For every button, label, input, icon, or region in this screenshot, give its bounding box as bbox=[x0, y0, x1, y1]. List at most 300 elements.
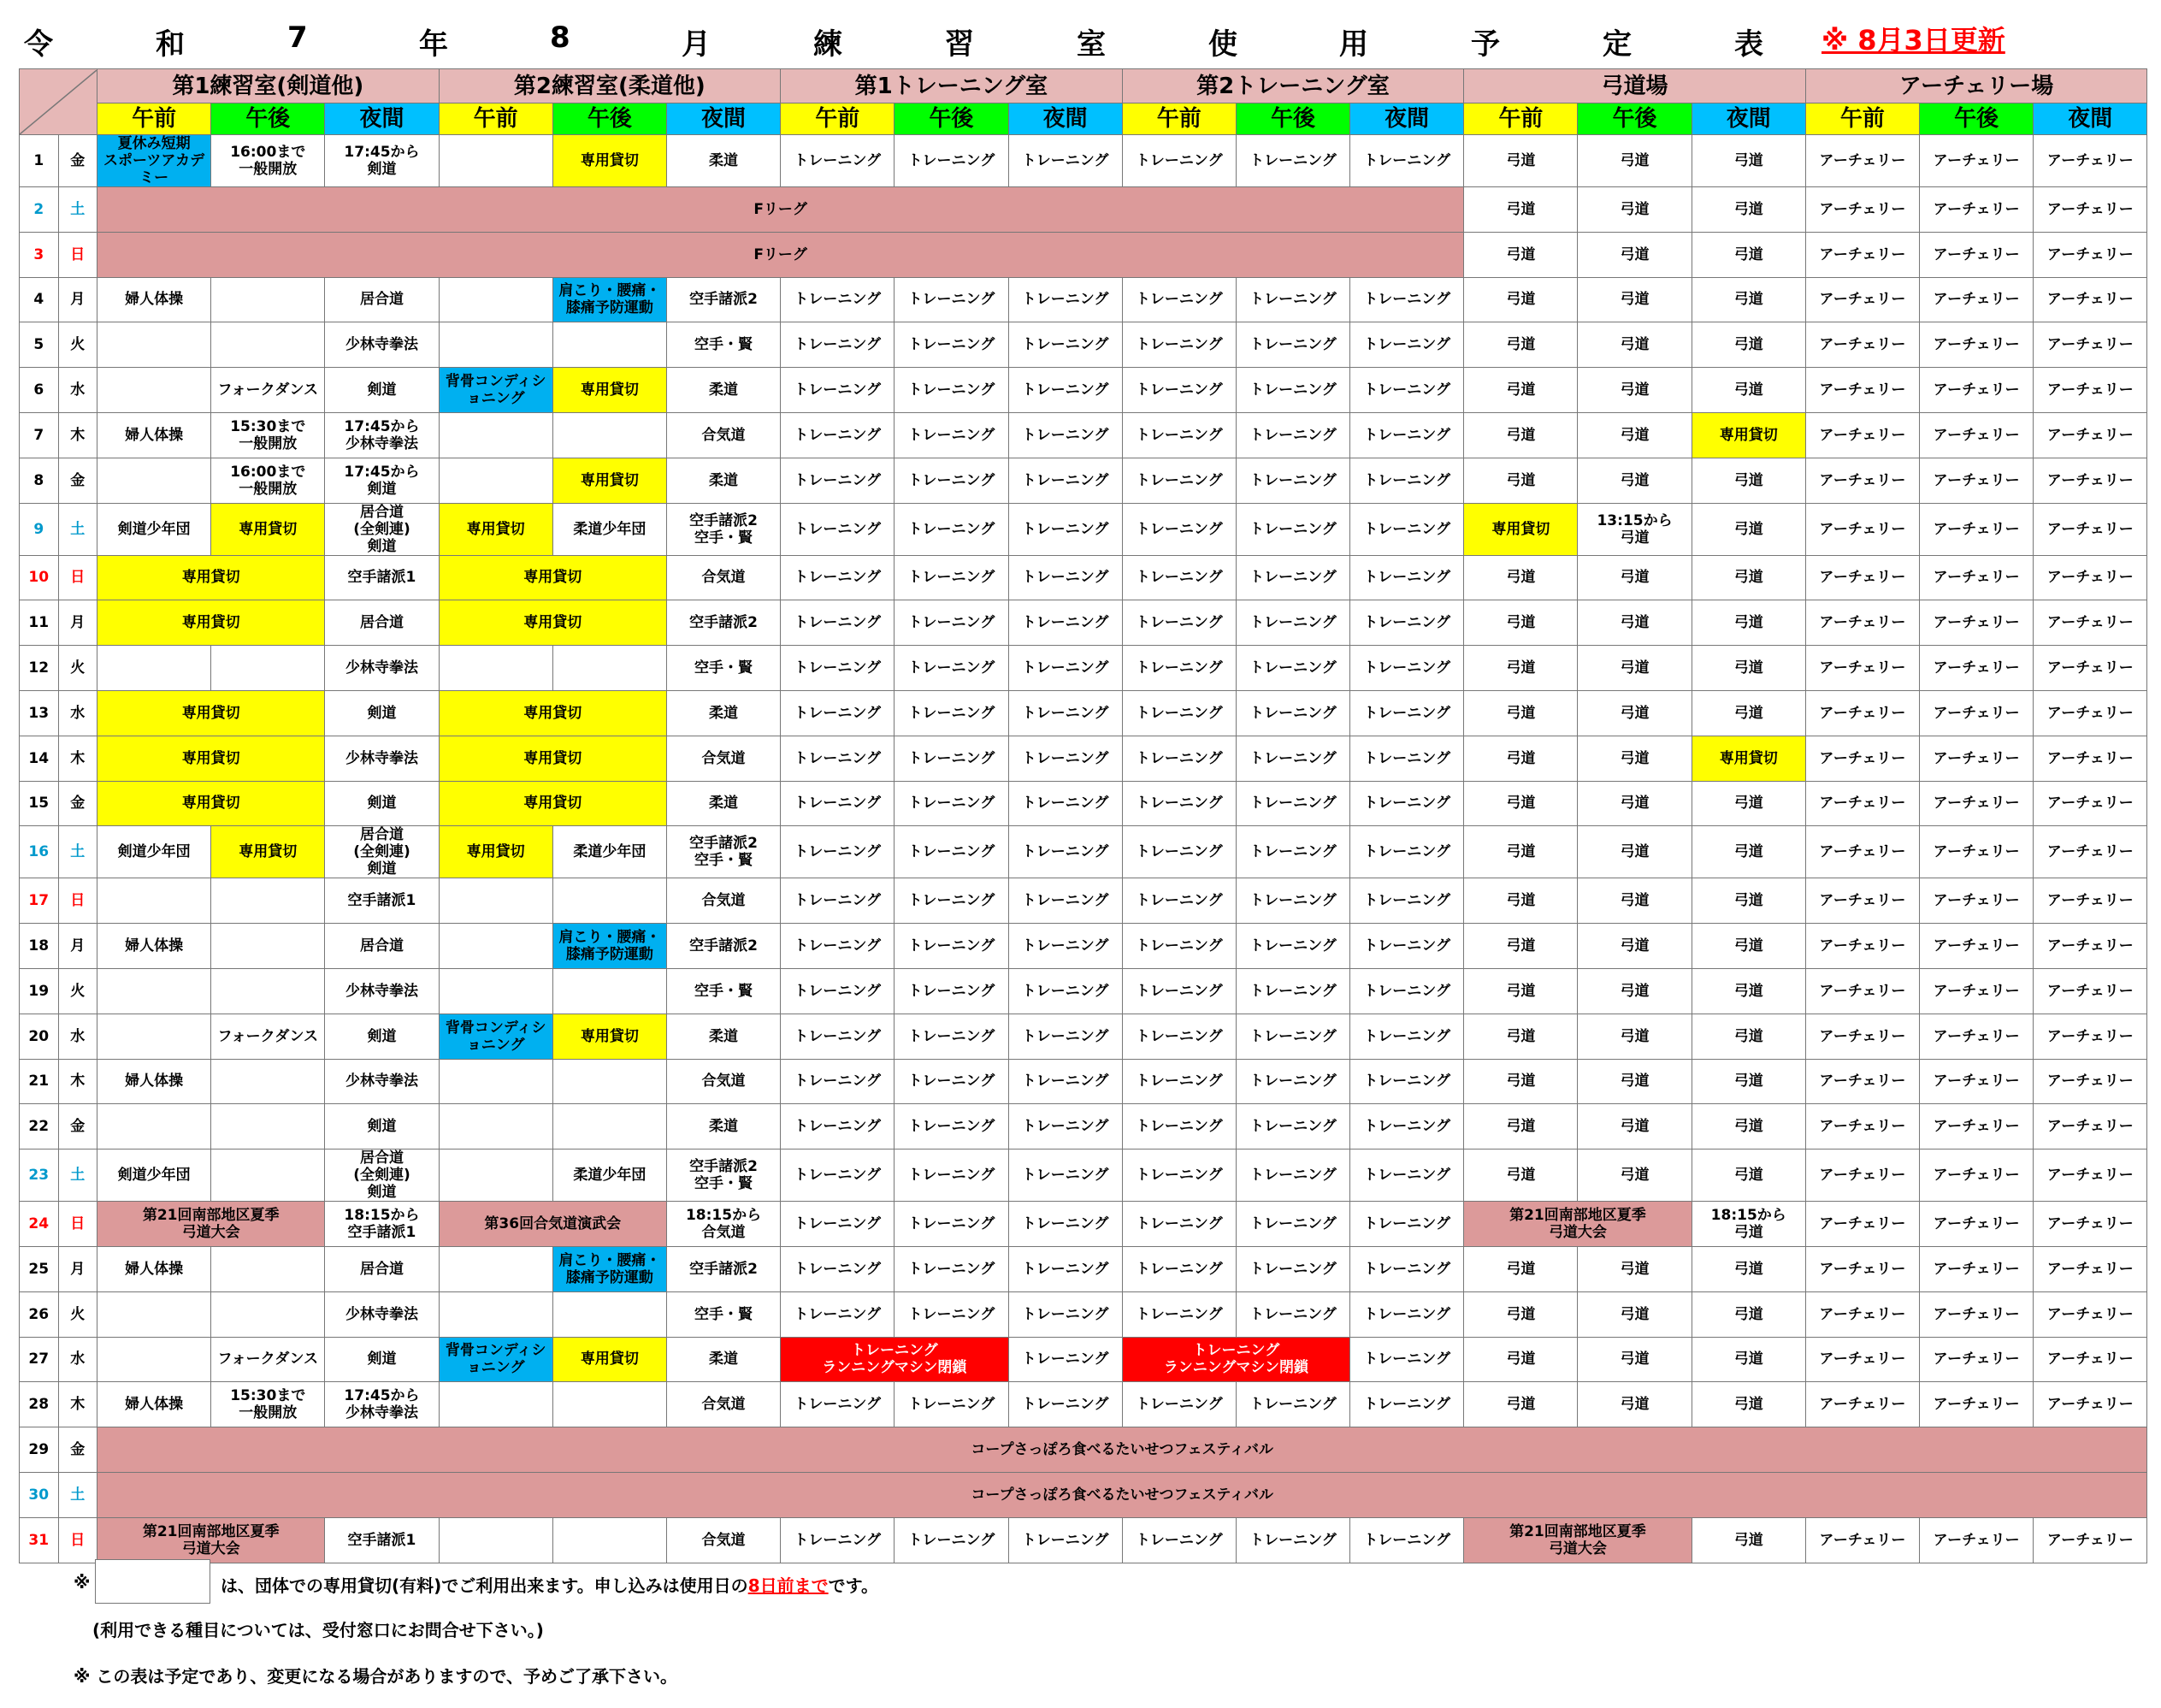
schedule-cell: 17:45から 少林寺拳法 bbox=[325, 412, 439, 458]
day-cell: 1 bbox=[20, 135, 59, 187]
schedule-cell: トレーニング bbox=[781, 277, 895, 322]
schedule-cell: トレーニング bbox=[1008, 1291, 1122, 1337]
schedule-cell: 15:30まで 一般開放 bbox=[211, 1382, 325, 1427]
schedule-cell: コープさっぽろ食べるたいせつフェスティバル bbox=[97, 1472, 2147, 1517]
schedule-cell: アーチェリー bbox=[1805, 1246, 1919, 1291]
schedule-cell: トレーニング bbox=[1236, 826, 1349, 878]
schedule-cell: トレーニング bbox=[781, 1291, 895, 1337]
schedule-cell: アーチェリー bbox=[1805, 736, 1919, 781]
schedule-cell: アーチェリー bbox=[1920, 646, 2034, 691]
schedule-cell: トレーニング bbox=[1236, 277, 1349, 322]
legend-note-deadline: 8日前まで bbox=[747, 1575, 829, 1596]
day-cell: 12 bbox=[20, 646, 59, 691]
schedule-cell: 婦人体操 bbox=[97, 1382, 211, 1427]
schedule-cell: アーチェリー bbox=[2034, 412, 2147, 458]
day-cell: 3 bbox=[20, 232, 59, 277]
schedule-cell: 弓道 bbox=[1578, 690, 1692, 736]
empty-cell bbox=[552, 1291, 666, 1337]
period-header: 夜間 bbox=[2034, 103, 2147, 135]
schedule-cell: アーチェリー bbox=[1920, 135, 2034, 187]
schedule-cell: トレーニング bbox=[1008, 1382, 1122, 1427]
schedule-cell: アーチェリー bbox=[1805, 646, 1919, 691]
schedule-cell: トレーニング bbox=[1008, 412, 1122, 458]
schedule-cell: トレーニング bbox=[895, 135, 1008, 187]
table-row bbox=[20, 412, 2147, 458]
empty-cell bbox=[211, 1150, 325, 1202]
table-row bbox=[20, 503, 2147, 555]
schedule-cell: トレーニング bbox=[895, 600, 1008, 646]
weekday-cell: 月 bbox=[58, 277, 97, 322]
schedule-cell: 居合道 bbox=[325, 1246, 439, 1291]
period-header: 午前 bbox=[1805, 103, 1919, 135]
table-row bbox=[20, 187, 2147, 233]
schedule-cell: アーチェリー bbox=[1920, 555, 2034, 600]
schedule-cell: トレーニング bbox=[781, 412, 895, 458]
schedule-cell: 弓道 bbox=[1464, 1291, 1578, 1337]
schedule-cell: 少林寺拳法 bbox=[325, 968, 439, 1014]
schedule-cell: トレーニング bbox=[1236, 1104, 1349, 1150]
note-disclaimer: ※ この表は予定であり、変更になる場合がありますので、予めご了承下さい。 bbox=[74, 1666, 678, 1687]
schedule-cell: アーチェリー bbox=[2034, 135, 2147, 187]
empty-cell bbox=[97, 646, 211, 691]
schedule-cell: 弓道 bbox=[1464, 368, 1578, 413]
empty-cell bbox=[552, 646, 666, 691]
schedule-cell: トレーニング bbox=[1236, 1382, 1349, 1427]
schedule-cell: 居合道 bbox=[325, 600, 439, 646]
table-row bbox=[20, 1382, 2147, 1427]
corner-cell bbox=[20, 69, 97, 135]
day-cell: 25 bbox=[20, 1246, 59, 1291]
table-row bbox=[20, 277, 2147, 322]
weekday-cell: 金 bbox=[58, 458, 97, 503]
schedule-cell: トレーニング bbox=[1122, 781, 1236, 826]
schedule-cell: アーチェリー bbox=[1920, 503, 2034, 555]
schedule-cell: 肩こり・腰痛・膝痛予防運動 bbox=[552, 277, 666, 322]
schedule-cell: 居合道 (全剣連) 剣道 bbox=[325, 826, 439, 878]
schedule-cell: トレーニング bbox=[1008, 646, 1122, 691]
schedule-cell: 剣道 bbox=[325, 1337, 439, 1382]
schedule-cell: 弓道 bbox=[1578, 322, 1692, 368]
schedule-cell: 弓道 bbox=[1692, 1059, 1805, 1104]
schedule-cell: 弓道 bbox=[1464, 1246, 1578, 1291]
schedule-cell: トレーニング bbox=[781, 458, 895, 503]
note-inquiry: (利用できる種目については、受付窓口にお問合せ下さい。) bbox=[92, 1620, 544, 1640]
schedule-cell: アーチェリー bbox=[1805, 368, 1919, 413]
schedule-cell: トレーニング bbox=[1122, 968, 1236, 1014]
schedule-cell: トレーニング bbox=[1350, 135, 1464, 187]
period-header: 午後 bbox=[1578, 103, 1692, 135]
weekday-cell: 日 bbox=[58, 1202, 97, 1247]
table-row bbox=[20, 1202, 2147, 1247]
schedule-cell: トレーニング bbox=[781, 503, 895, 555]
schedule-cell: トレーニング bbox=[1122, 1246, 1236, 1291]
schedule-cell: トレーニング bbox=[1236, 924, 1349, 969]
schedule-cell: トレーニング bbox=[1350, 826, 1464, 878]
schedule-cell: トレーニング bbox=[781, 1246, 895, 1291]
title-char: 習 bbox=[945, 27, 974, 62]
empty-cell bbox=[439, 1059, 552, 1104]
schedule-cell: 弓道 bbox=[1692, 1382, 1805, 1427]
day-cell: 22 bbox=[20, 1104, 59, 1150]
period-header: 午後 bbox=[895, 103, 1008, 135]
schedule-cell: アーチェリー bbox=[1805, 600, 1919, 646]
schedule-cell: 専用貸切 bbox=[439, 555, 666, 600]
schedule-cell: 弓道 bbox=[1692, 322, 1805, 368]
schedule-cell: アーチェリー bbox=[1805, 968, 1919, 1014]
schedule-cell: トレーニング bbox=[781, 1014, 895, 1059]
schedule-cell: トレーニング bbox=[1350, 1291, 1464, 1337]
table-row bbox=[20, 1104, 2147, 1150]
schedule-cell: 専用貸切 bbox=[439, 826, 552, 878]
schedule-cell: アーチェリー bbox=[2034, 368, 2147, 413]
schedule-cell: アーチェリー bbox=[2034, 1337, 2147, 1382]
title-char: 7 bbox=[287, 21, 308, 55]
schedule-cell: 柔道 bbox=[666, 1337, 780, 1382]
schedule-cell: トレーニング bbox=[1122, 412, 1236, 458]
schedule-cell: アーチェリー bbox=[2034, 878, 2147, 924]
schedule-cell: 16:00まで 一般開放 bbox=[211, 458, 325, 503]
schedule-cell: トレーニング bbox=[1350, 1202, 1464, 1247]
schedule-cell: アーチェリー bbox=[2034, 1104, 2147, 1150]
schedule-cell: 弓道 bbox=[1578, 924, 1692, 969]
schedule-cell: トレーニング bbox=[1008, 600, 1122, 646]
empty-cell bbox=[211, 277, 325, 322]
schedule-cell: 居合道 bbox=[325, 277, 439, 322]
table-row bbox=[20, 1472, 2147, 1517]
schedule-cell: アーチェリー bbox=[2034, 503, 2147, 555]
schedule-cell: 弓道 bbox=[1464, 458, 1578, 503]
empty-cell bbox=[97, 878, 211, 924]
schedule-cell: 弓道 bbox=[1578, 736, 1692, 781]
schedule-cell: 弓道 bbox=[1578, 1382, 1692, 1427]
schedule-cell: トレーニング bbox=[895, 690, 1008, 736]
schedule-cell: 専用貸切 bbox=[552, 458, 666, 503]
schedule-cell: アーチェリー bbox=[1920, 826, 2034, 878]
schedule-cell: 弓道 bbox=[1464, 1150, 1578, 1202]
schedule-cell: トレーニング bbox=[1122, 878, 1236, 924]
schedule-cell: 空手諸派2 bbox=[666, 277, 780, 322]
period-header: 午前 bbox=[781, 103, 895, 135]
weekday-cell: 水 bbox=[58, 368, 97, 413]
schedule-cell: トレーニング bbox=[1008, 368, 1122, 413]
schedule-cell: アーチェリー bbox=[2034, 458, 2147, 503]
weekday-cell: 土 bbox=[58, 826, 97, 878]
schedule-cell: アーチェリー bbox=[1920, 322, 2034, 368]
empty-cell bbox=[439, 135, 552, 187]
schedule-cell: トレーニング bbox=[1350, 878, 1464, 924]
schedule-cell: トレーニング bbox=[895, 277, 1008, 322]
schedule-cell: アーチェリー bbox=[1805, 277, 1919, 322]
schedule-cell: トレーニング bbox=[1122, 646, 1236, 691]
schedule-cell: トレーニング bbox=[1122, 1150, 1236, 1202]
schedule-cell: トレーニング bbox=[1236, 1517, 1349, 1563]
weekday-cell: 火 bbox=[58, 646, 97, 691]
schedule-cell: トレーニング bbox=[895, 924, 1008, 969]
schedule-cell: 弓道 bbox=[1692, 555, 1805, 600]
schedule-cell: 婦人体操 bbox=[97, 1246, 211, 1291]
schedule-cell: 弓道 bbox=[1464, 135, 1578, 187]
weekday-cell: 火 bbox=[58, 322, 97, 368]
schedule-cell: アーチェリー bbox=[1920, 690, 2034, 736]
table-row bbox=[20, 1427, 2147, 1473]
schedule-cell: アーチェリー bbox=[2034, 646, 2147, 691]
schedule-cell: 弓道 bbox=[1692, 232, 1805, 277]
schedule-cell: 専用貸切 bbox=[439, 503, 552, 555]
schedule-cell: 合気道 bbox=[666, 878, 780, 924]
schedule-cell: 17:45から 剣道 bbox=[325, 458, 439, 503]
schedule-cell: トレーニング bbox=[1236, 736, 1349, 781]
empty-cell bbox=[439, 322, 552, 368]
schedule-cell: アーチェリー bbox=[1920, 1150, 2034, 1202]
schedule-cell: トレーニング bbox=[781, 1517, 895, 1563]
legend-note bbox=[221, 1572, 878, 1597]
schedule-cell: トレーニング bbox=[1008, 458, 1122, 503]
schedule-cell: 合気道 bbox=[666, 1517, 780, 1563]
table-row bbox=[20, 232, 2147, 277]
schedule-cell: アーチェリー bbox=[1805, 1517, 1919, 1563]
schedule-cell: アーチェリー bbox=[2034, 322, 2147, 368]
table-row bbox=[20, 781, 2147, 826]
schedule-cell: トレーニング bbox=[1236, 458, 1349, 503]
schedule-cell: 弓道 bbox=[1692, 968, 1805, 1014]
schedule-cell: 少林寺拳法 bbox=[325, 322, 439, 368]
schedule-cell: トレーニング bbox=[895, 412, 1008, 458]
schedule-cell: トレーニング bbox=[1236, 781, 1349, 826]
schedule-cell: 背骨コンディショニング bbox=[439, 1337, 552, 1382]
update-note: ※ 8月3日更新 bbox=[1821, 24, 2005, 56]
table-row bbox=[20, 968, 2147, 1014]
schedule-cell: トレーニング bbox=[1236, 1202, 1349, 1247]
schedule-cell: トレーニング bbox=[895, 968, 1008, 1014]
schedule-cell: トレーニング bbox=[1122, 1291, 1236, 1337]
schedule-cell: 専用貸切 bbox=[439, 690, 666, 736]
schedule-cell: トレーニング bbox=[1008, 878, 1122, 924]
schedule-cell: アーチェリー bbox=[1920, 277, 2034, 322]
schedule-cell: トレーニング bbox=[1350, 555, 1464, 600]
schedule-cell: トレーニング bbox=[1122, 924, 1236, 969]
title-char: 和 bbox=[156, 27, 185, 62]
schedule-cell: トレーニング bbox=[1122, 1202, 1236, 1247]
schedule-cell: アーチェリー bbox=[2034, 187, 2147, 233]
schedule-cell: アーチェリー bbox=[1920, 781, 2034, 826]
title-char: 令 bbox=[24, 27, 53, 62]
table-row bbox=[20, 135, 2147, 187]
schedule-cell: トレーニング bbox=[781, 1059, 895, 1104]
schedule-cell: 専用貸切 bbox=[97, 690, 325, 736]
schedule-cell: 夏休み短期 スポーツアカデミー bbox=[97, 135, 211, 187]
day-cell: 15 bbox=[20, 781, 59, 826]
schedule-cell: トレーニング bbox=[1008, 736, 1122, 781]
period-header: 夜間 bbox=[1350, 103, 1464, 135]
schedule-cell: 少林寺拳法 bbox=[325, 1291, 439, 1337]
schedule-cell: トレーニング bbox=[895, 878, 1008, 924]
schedule-cell: アーチェリー bbox=[2034, 1150, 2147, 1202]
schedule-cell: 弓道 bbox=[1578, 368, 1692, 413]
schedule-cell: トレーニング bbox=[895, 458, 1008, 503]
table-row bbox=[20, 1337, 2147, 1382]
schedule-cell: トレーニング bbox=[1008, 690, 1122, 736]
schedule-cell: トレーニング bbox=[781, 826, 895, 878]
schedule-cell: 13:15から 弓道 bbox=[1578, 503, 1692, 555]
schedule-cell: 弓道 bbox=[1692, 1246, 1805, 1291]
empty-cell bbox=[552, 412, 666, 458]
schedule-cell: トレーニング bbox=[1008, 1150, 1122, 1202]
room-header: 第1練習室(剣道他) bbox=[97, 69, 440, 103]
schedule-cell: 専用貸切 bbox=[1464, 503, 1578, 555]
schedule-cell: トレーニング bbox=[1350, 690, 1464, 736]
empty-cell bbox=[97, 968, 211, 1014]
schedule-cell: 剣道 bbox=[325, 690, 439, 736]
schedule-cell: トレーニング bbox=[895, 503, 1008, 555]
schedule-cell: 第36回合気道演武会 bbox=[439, 1202, 666, 1247]
empty-cell bbox=[552, 1059, 666, 1104]
schedule-cell: 弓道 bbox=[1578, 1291, 1692, 1337]
schedule-cell: トレーニング bbox=[1008, 555, 1122, 600]
schedule-cell: トレーニング bbox=[895, 1202, 1008, 1247]
table-row bbox=[20, 1059, 2147, 1104]
schedule-cell: 空手諸派2 空手・賢 bbox=[666, 826, 780, 878]
schedule-cell: 柔道 bbox=[666, 135, 780, 187]
schedule-cell: 弓道 bbox=[1464, 277, 1578, 322]
weekday-cell: 月 bbox=[58, 924, 97, 969]
schedule-cell: 弓道 bbox=[1464, 600, 1578, 646]
schedule-cell: 柔道少年団 bbox=[552, 1150, 666, 1202]
schedule-cell: トレーニング bbox=[895, 1382, 1008, 1427]
title-char: 使 bbox=[1208, 27, 1237, 62]
schedule-cell: トレーニング bbox=[1350, 1104, 1464, 1150]
schedule-cell: 弓道 bbox=[1578, 1104, 1692, 1150]
schedule-cell: 弓道 bbox=[1692, 135, 1805, 187]
schedule-cell: トレーニング bbox=[1350, 1014, 1464, 1059]
empty-cell bbox=[97, 1291, 211, 1337]
schedule-cell: 弓道 bbox=[1464, 1382, 1578, 1427]
schedule-cell: 剣道 bbox=[325, 1014, 439, 1059]
schedule-cell: 肩こり・腰痛・膝痛予防運動 bbox=[552, 1246, 666, 1291]
schedule-cell: 第21回南部地区夏季 弓道大会 bbox=[1464, 1517, 1692, 1563]
schedule-cell: トレーニング bbox=[781, 1382, 895, 1427]
schedule-cell: アーチェリー bbox=[2034, 690, 2147, 736]
schedule-cell: 弓道 bbox=[1578, 968, 1692, 1014]
schedule-cell: 弓道 bbox=[1692, 277, 1805, 322]
schedule-cell: トレーニング bbox=[1236, 646, 1349, 691]
schedule-cell: 婦人体操 bbox=[97, 1059, 211, 1104]
schedule-cell: 少林寺拳法 bbox=[325, 1059, 439, 1104]
schedule-cell: アーチェリー bbox=[1805, 232, 1919, 277]
schedule-cell: トレーニング bbox=[781, 646, 895, 691]
day-cell: 19 bbox=[20, 968, 59, 1014]
day-cell: 26 bbox=[20, 1291, 59, 1337]
schedule-cell: 弓道 bbox=[1692, 458, 1805, 503]
schedule-cell: 弓道 bbox=[1464, 187, 1578, 233]
schedule-cell: トレーニング bbox=[1122, 600, 1236, 646]
schedule-cell: コープさっぽろ食べるたいせつフェスティバル bbox=[97, 1427, 2147, 1473]
schedule-cell: トレーニング bbox=[895, 1014, 1008, 1059]
schedule-cell: トレーニング bbox=[895, 368, 1008, 413]
schedule-cell: アーチェリー bbox=[1805, 690, 1919, 736]
schedule-cell: 専用貸切 bbox=[1692, 736, 1805, 781]
weekday-cell: 月 bbox=[58, 1246, 97, 1291]
table-row bbox=[20, 368, 2147, 413]
schedule-cell: トレーニング ランニングマシン閉鎖 bbox=[1122, 1337, 1349, 1382]
weekday-cell: 金 bbox=[58, 781, 97, 826]
schedule-cell: 空手諸派1 bbox=[325, 878, 439, 924]
schedule-cell: トレーニング bbox=[895, 322, 1008, 368]
empty-cell bbox=[552, 1517, 666, 1563]
schedule-cell: 弓道 bbox=[1692, 187, 1805, 233]
day-cell: 8 bbox=[20, 458, 59, 503]
day-cell: 21 bbox=[20, 1059, 59, 1104]
schedule-cell: 弓道 bbox=[1578, 1337, 1692, 1382]
empty-cell bbox=[439, 646, 552, 691]
schedule-cell: 15:30まで 一般開放 bbox=[211, 412, 325, 458]
title-char: 予 bbox=[1471, 27, 1500, 62]
empty-cell bbox=[439, 1104, 552, 1150]
schedule-cell: 弓道 bbox=[1692, 646, 1805, 691]
day-cell: 4 bbox=[20, 277, 59, 322]
schedule-cell: 肩こり・腰痛・膝痛予防運動 bbox=[552, 924, 666, 969]
schedule-cell: アーチェリー bbox=[1805, 503, 1919, 555]
schedule-cell: 専用貸切 bbox=[211, 826, 325, 878]
period-header: 午後 bbox=[552, 103, 666, 135]
schedule-cell: 柔道 bbox=[666, 690, 780, 736]
schedule-cell: アーチェリー bbox=[1920, 968, 2034, 1014]
day-cell: 6 bbox=[20, 368, 59, 413]
day-cell: 18 bbox=[20, 924, 59, 969]
schedule-cell: アーチェリー bbox=[1920, 412, 2034, 458]
schedule-cell: 弓道 bbox=[1692, 1291, 1805, 1337]
schedule-cell: トレーニング bbox=[1008, 277, 1122, 322]
schedule-cell: 第21回南部地区夏季 弓道大会 bbox=[97, 1202, 325, 1247]
schedule-cell: アーチェリー bbox=[1805, 1059, 1919, 1104]
schedule-cell: トレーニング bbox=[1122, 458, 1236, 503]
schedule-cell: アーチェリー bbox=[1920, 1104, 2034, 1150]
schedule-cell: アーチェリー bbox=[1920, 232, 2034, 277]
schedule-cell: 居合道 bbox=[325, 924, 439, 969]
schedule-cell: 少林寺拳法 bbox=[325, 646, 439, 691]
schedule-cell: 弓道 bbox=[1464, 924, 1578, 969]
period-header: 夜間 bbox=[1692, 103, 1805, 135]
schedule-cell: 弓道 bbox=[1692, 878, 1805, 924]
table-row bbox=[20, 826, 2147, 878]
schedule-cell: アーチェリー bbox=[2034, 736, 2147, 781]
schedule-cell: アーチェリー bbox=[1805, 781, 1919, 826]
schedule-cell: トレーニング bbox=[1350, 1059, 1464, 1104]
schedule-cell: トレーニング bbox=[1350, 924, 1464, 969]
schedule-cell: 弓道 bbox=[1578, 458, 1692, 503]
day-cell: 30 bbox=[20, 1472, 59, 1517]
schedule-cell: 弓道 bbox=[1578, 1246, 1692, 1291]
schedule-cell: 弓道 bbox=[1692, 1517, 1805, 1563]
schedule-cell: アーチェリー bbox=[2034, 277, 2147, 322]
schedule-cell: トレーニング bbox=[1236, 878, 1349, 924]
weekday-cell: 土 bbox=[58, 1472, 97, 1517]
schedule-cell: 剣道少年団 bbox=[97, 1150, 211, 1202]
schedule-cell: トレーニング bbox=[1236, 368, 1349, 413]
schedule-cell: トレーニング bbox=[1236, 555, 1349, 600]
day-cell: 5 bbox=[20, 322, 59, 368]
day-cell: 20 bbox=[20, 1014, 59, 1059]
schedule-cell: トレーニング bbox=[781, 690, 895, 736]
schedule-cell: トレーニング bbox=[1008, 968, 1122, 1014]
schedule-cell: 弓道 bbox=[1692, 368, 1805, 413]
schedule-cell: 柔道 bbox=[666, 1014, 780, 1059]
schedule-cell: トレーニング bbox=[1350, 600, 1464, 646]
schedule-cell: 婦人体操 bbox=[97, 277, 211, 322]
schedule-cell: トレーニング bbox=[1350, 1246, 1464, 1291]
schedule-cell: 18:15から 空手諸派1 bbox=[325, 1202, 439, 1247]
schedule-cell: トレーニング bbox=[1236, 1059, 1349, 1104]
schedule-cell: トレーニング bbox=[1350, 968, 1464, 1014]
